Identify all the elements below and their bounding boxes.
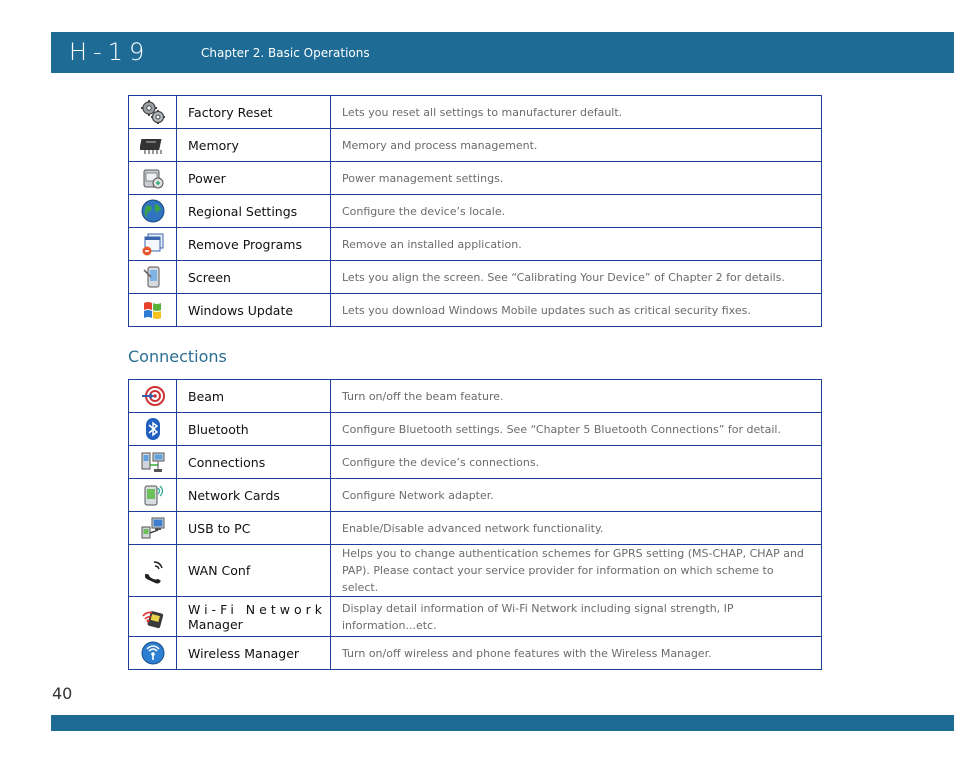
usb-to-pc-icon xyxy=(140,515,166,541)
setting-description: Display detail information of Wi-Fi Network including signal strength, IP information...etc. xyxy=(331,597,822,637)
setting-name: Beam xyxy=(177,380,331,413)
icon-cell xyxy=(129,597,177,637)
network-cards-icon xyxy=(140,482,166,508)
setting-description: Configure the device’s locale. xyxy=(331,195,822,228)
setting-name: Windows Update xyxy=(177,294,331,327)
icon-cell xyxy=(129,479,177,512)
connections-table xyxy=(128,379,822,670)
setting-name-line1: Wi-Fi Network xyxy=(188,601,326,617)
footer-bar xyxy=(51,715,954,731)
windows-update-icon xyxy=(140,297,166,323)
table-row xyxy=(129,162,822,195)
setting-name xyxy=(177,597,331,637)
icon-cell xyxy=(129,380,177,413)
setting-name: Connections xyxy=(177,446,331,479)
icon-cell xyxy=(129,195,177,228)
setting-name: Remove Programs xyxy=(177,228,331,261)
icon-cell xyxy=(129,512,177,545)
setting-description: Enable/Disable advanced network functionality. xyxy=(331,512,822,545)
screen-stylus-icon xyxy=(140,264,166,290)
setting-name-line2: Manager xyxy=(188,616,243,632)
table-row xyxy=(129,479,822,512)
page-number: 40 xyxy=(52,684,73,703)
setting-description: Memory and process management. xyxy=(331,129,822,162)
section-heading: Connections xyxy=(128,347,227,366)
table-row xyxy=(129,413,822,446)
setting-name: Screen xyxy=(177,261,331,294)
system-settings-table xyxy=(128,95,822,327)
table-row xyxy=(129,597,822,637)
setting-description: Configure the device’s connections. xyxy=(331,446,822,479)
setting-name: Network Cards xyxy=(177,479,331,512)
setting-name: USB to PC xyxy=(177,512,331,545)
setting-name: Power xyxy=(177,162,331,195)
phone-handset-icon xyxy=(140,558,166,584)
setting-description: Turn on/off the beam feature. xyxy=(331,380,822,413)
setting-name: WAN Conf xyxy=(177,545,331,597)
table-row xyxy=(129,261,822,294)
table-row xyxy=(129,380,822,413)
icon-cell xyxy=(129,162,177,195)
setting-description: Lets you align the screen. See “Calibrating Your Device” of Chapter 2 for details. xyxy=(331,261,822,294)
setting-description: Configure Network adapter. xyxy=(331,479,822,512)
table-row xyxy=(129,294,822,327)
connections-icon xyxy=(140,449,166,475)
brand-logo: H-19 xyxy=(69,38,151,66)
icon-cell xyxy=(129,545,177,597)
icon-cell xyxy=(129,413,177,446)
setting-description: Configure Bluetooth settings. See “Chapter 5 Bluetooth Connections” for detail. xyxy=(331,413,822,446)
table-row xyxy=(129,545,822,597)
setting-description: Power management settings. xyxy=(331,162,822,195)
wifi-manager-icon xyxy=(140,604,166,630)
icon-cell xyxy=(129,261,177,294)
table-row xyxy=(129,195,822,228)
globe-icon xyxy=(140,198,166,224)
wireless-manager-icon xyxy=(140,640,166,666)
memory-chip-icon xyxy=(140,132,166,158)
table-row xyxy=(129,96,822,129)
table-row xyxy=(129,637,822,670)
setting-description: Remove an installed application. xyxy=(331,228,822,261)
setting-name: Factory Reset xyxy=(177,96,331,129)
header-bar xyxy=(51,32,954,73)
setting-name: Bluetooth xyxy=(177,413,331,446)
icon-cell xyxy=(129,294,177,327)
icon-cell xyxy=(129,228,177,261)
bluetooth-icon xyxy=(140,416,166,442)
gears-icon xyxy=(140,99,166,125)
icon-cell xyxy=(129,129,177,162)
table-row xyxy=(129,228,822,261)
table-row xyxy=(129,512,822,545)
setting-description: Turn on/off wireless and phone features with the Wireless Manager. xyxy=(331,637,822,670)
power-battery-icon xyxy=(140,165,166,191)
setting-name: Regional Settings xyxy=(177,195,331,228)
beam-icon xyxy=(140,383,166,409)
setting-description: Lets you reset all settings to manufacturer default. xyxy=(331,96,822,129)
setting-name: Memory xyxy=(177,129,331,162)
setting-description: Helps you to change authentication schemes for GPRS setting (MS-CHAP, CHAP and PAP). Please contact your service provider for information on which scheme to select. xyxy=(331,545,822,597)
icon-cell xyxy=(129,446,177,479)
icon-cell xyxy=(129,96,177,129)
chapter-title: Chapter 2. Basic Operations xyxy=(201,46,370,60)
icon-cell xyxy=(129,637,177,670)
remove-programs-icon xyxy=(140,231,166,257)
table-row xyxy=(129,129,822,162)
table-row xyxy=(129,446,822,479)
setting-name: Wireless Manager xyxy=(177,637,331,670)
setting-description: Lets you download Windows Mobile updates such as critical security fixes. xyxy=(331,294,822,327)
